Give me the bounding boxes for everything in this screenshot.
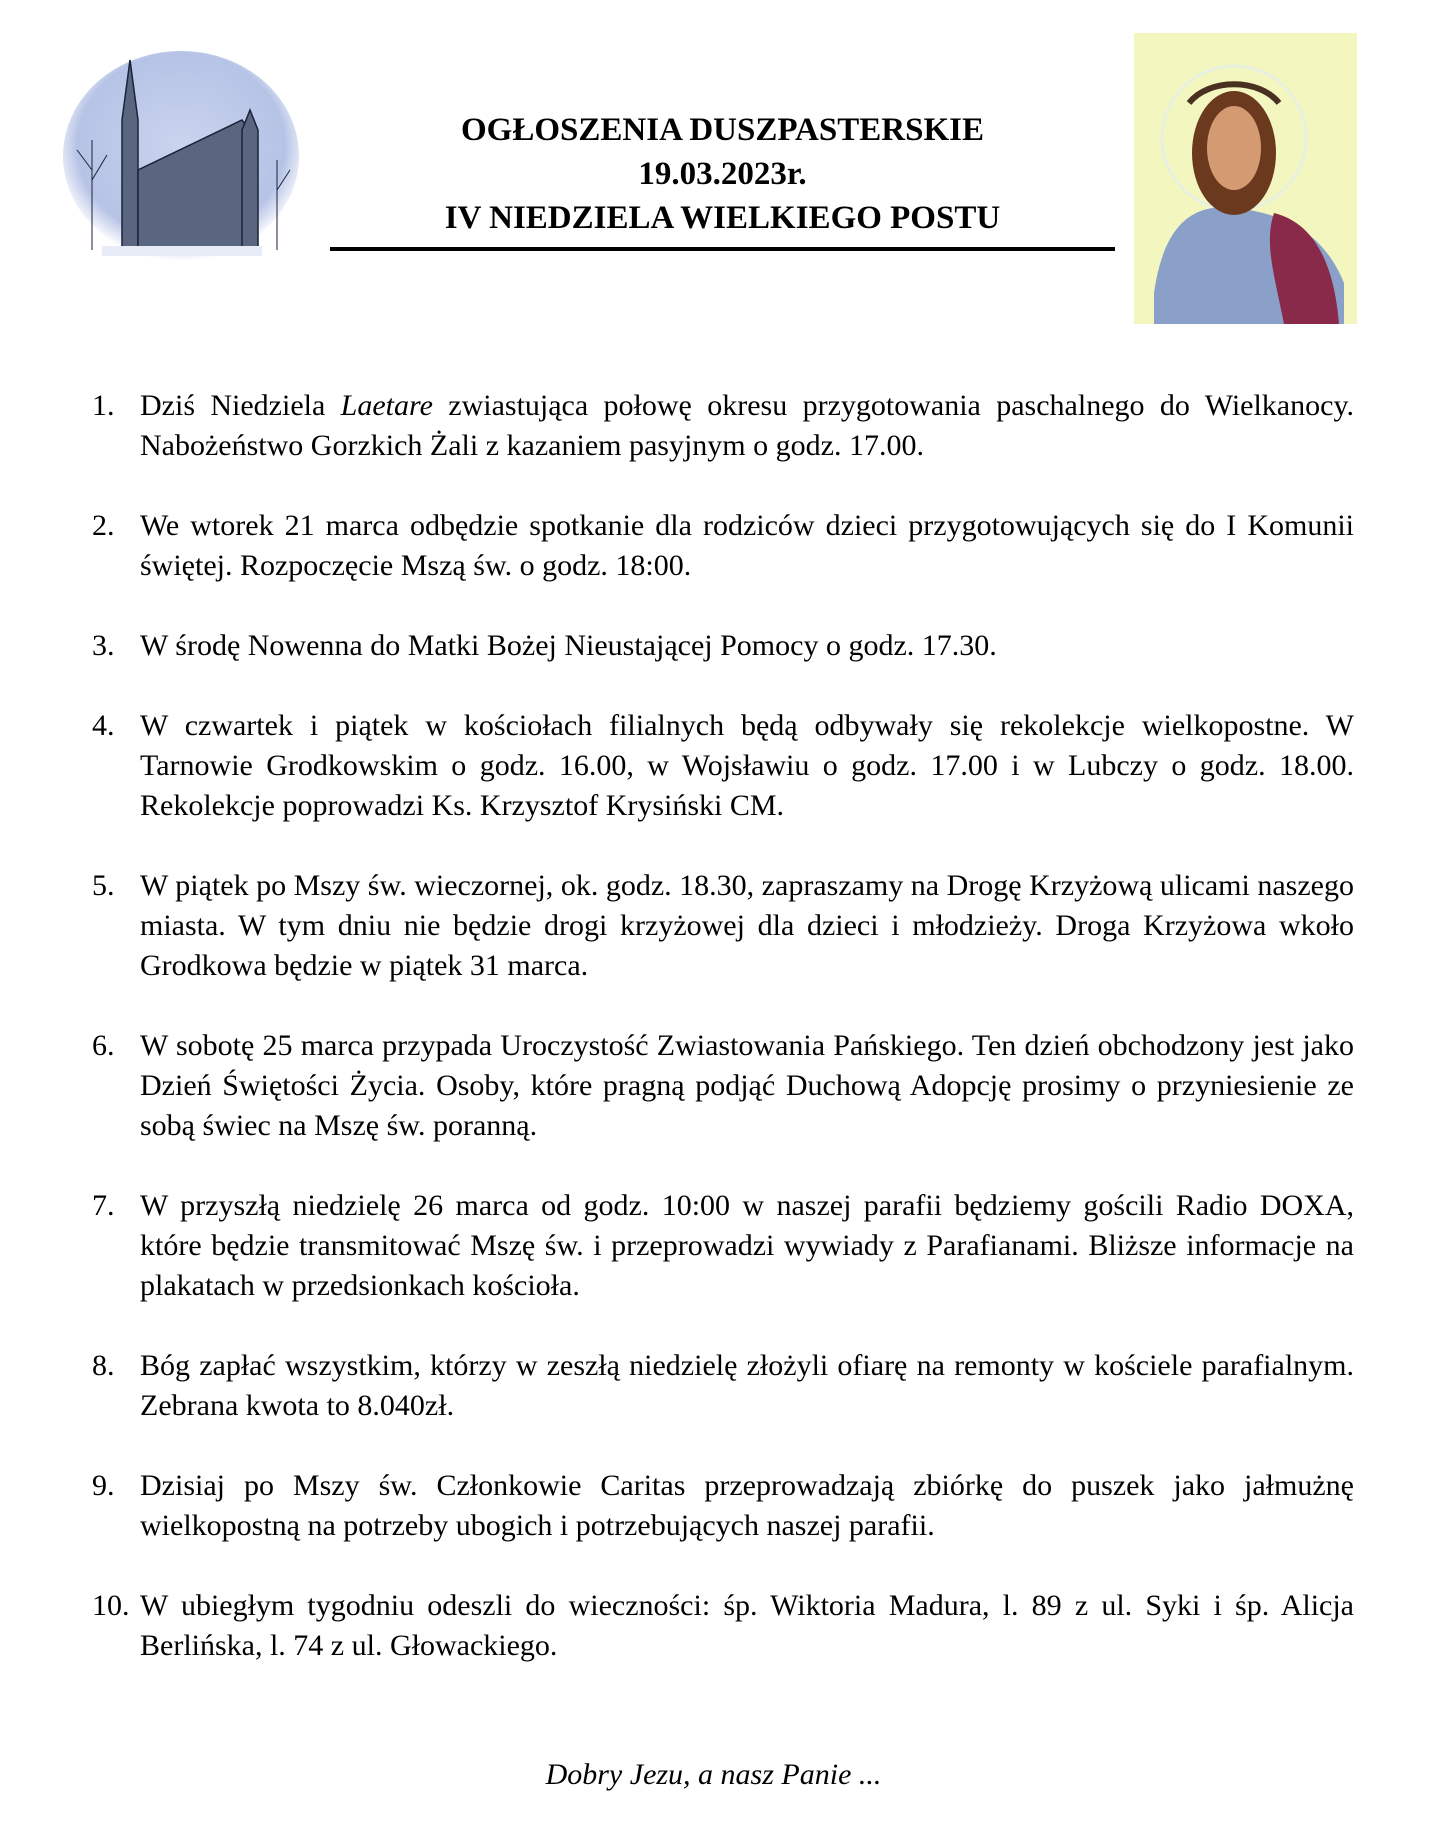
item-number: 4. xyxy=(92,709,115,742)
list-item xyxy=(92,506,1354,586)
item-text: W piątek po Mszy św. wieczornej, ok. godz. 18.30, zapraszamy na Drogę Krzyżową ulicami naszego miasta. W tym dniu nie będzie drogi krzyżowej dla dzieci i młodzieży. Droga Krzyżowa wkoło Grodkowa będzie w piątek 31 marca. xyxy=(140,869,1354,982)
item-text: We wtorek 21 marca odbędzie spotkanie dla rodziców dzieci przygotowujących się do I Komunii świętej. Rozpoczęcie Mszą św. o godz. 18:00. xyxy=(140,509,1354,582)
item-number: 10. xyxy=(92,1589,130,1622)
title-subtitle: IV NIEDZIELA WIELKIEGO POSTU xyxy=(444,200,1001,236)
item-text: Dzisiaj po Mszy św. Członkowie Caritas przeprowadzają zbiórkę do puszek jako jałmużnę wielkopostną na potrzeby ubogich i potrzebujących naszej parafii. xyxy=(140,1469,1354,1542)
item-text: W czwartek i piątek w kościołach filialnych będą odbywały się rekolekcje wielkopostne. W Tarnowie Grodkowskim o godz. 16.00, w Wojsławiu o godz. 17.00 i w Lubczy o godz. 18.00. Rekolekcje poprowadzi Ks. Krzysztof Krysiński CM. xyxy=(140,709,1354,822)
list-item xyxy=(92,626,1354,666)
item-text: W ubiegłym tygodniu odeszli do wieczności: śp. Wiktoria Madura, l. 89 z ul. Syki i śp. Alicja Berlińska, l. 74 z ul. Głowackiego. xyxy=(140,1589,1354,1662)
item-text: W przyszłą niedzielę 26 marca od godz. 10:00 w naszej parafii będziemy gościli Radio DOXA, które będzie transmitować Mszę św. i przeprowadzi wywiady z Parafianami. Bliższe informacje na plakatach w przedsionkach kościoła. xyxy=(140,1189,1354,1302)
item-number: 6. xyxy=(92,1029,115,1062)
title-date: 19.03.2023r. xyxy=(638,156,807,192)
item-number: 2. xyxy=(92,509,115,542)
item-number: 7. xyxy=(92,1189,115,1222)
announcement-list xyxy=(92,386,1354,1706)
item-text: Dziś Niedziela Laetare zwiastująca połowę okresu przygotowania paschalnego do Wielkanocy. Nabożeństwo Gorzkich Żali z kazaniem pasyjnym o godz. 17.00. xyxy=(140,389,1354,462)
item-number: 8. xyxy=(92,1349,115,1382)
item-text: Bóg zapłać wszystkim, którzy w zeszłą niedzielę złożyli ofiarę na remonty w kościele parafialnym. Zebrana kwota to 8.040zł. xyxy=(140,1349,1354,1422)
list-item xyxy=(92,1026,1354,1146)
church-illustration xyxy=(62,50,300,262)
item-text: W sobotę 25 marca przypada Uroczystość Zwiastowania Pańskiego. Ten dzień obchodzony jest jako Dzień Świętości Życia. Osoby, które pragną podjąć Duchową Adopcję prosimy o przyniesienie ze sobą świec na Mszę św. poranną. xyxy=(140,1029,1354,1142)
page-title xyxy=(330,108,1115,240)
closing-line: Dobry Jezu, a nasz Panie ... xyxy=(545,1758,882,1791)
item-number: 9. xyxy=(92,1469,115,1502)
item-number: 1. xyxy=(92,389,115,422)
title-line: OGŁOSZENIA DUSZPASTERSKIE xyxy=(461,112,984,148)
list-item xyxy=(92,706,1354,826)
item-number: 3. xyxy=(92,629,115,662)
item-text: W środę Nowenna do Matki Bożej Nieustającej Pomocy o godz. 17.30. xyxy=(140,629,997,662)
list-item xyxy=(92,1586,1354,1666)
list-item xyxy=(92,1186,1354,1306)
list-item xyxy=(92,1346,1354,1426)
list-item xyxy=(92,866,1354,986)
title-divider xyxy=(330,247,1115,251)
item-number: 5. xyxy=(92,869,115,902)
list-item xyxy=(92,386,1354,466)
list-item xyxy=(92,1466,1354,1546)
jesus-portrait-image xyxy=(1134,33,1357,324)
